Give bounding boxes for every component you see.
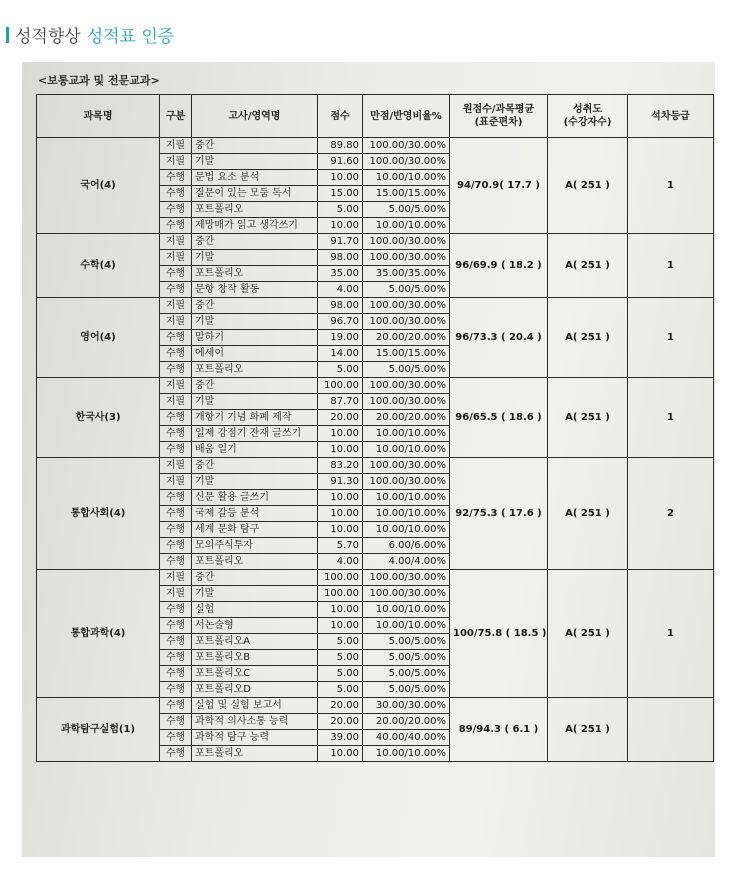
ratio-value: 100.00/30.00% <box>363 154 450 170</box>
score-value: 20.00 <box>318 410 363 426</box>
ratio-value: 10.00/10.00% <box>363 506 450 522</box>
ratio-value: 100.00/30.00% <box>363 298 450 314</box>
ratio-value: 5.00/5.00% <box>363 650 450 666</box>
assessment-area: 중간 <box>192 570 318 586</box>
assessment-area: 말하기 <box>192 330 318 346</box>
ratio-value: 15.00/15.00% <box>363 186 450 202</box>
assessment-area: 문법 요소 분석 <box>192 170 318 186</box>
ratio-value: 5.00/5.00% <box>363 202 450 218</box>
assessment-type: 수행 <box>160 186 192 202</box>
assessment-type: 수행 <box>160 730 192 746</box>
assessment-type: 수행 <box>160 538 192 554</box>
ratio-value: 10.00/10.00% <box>363 618 450 634</box>
rank-value: 2 <box>628 458 714 570</box>
assessment-area: 기말 <box>192 314 318 330</box>
report-card-photo <box>22 62 715 857</box>
col-average: 원점수/과목평균 (표준편차) <box>450 95 548 138</box>
assessment-type: 수행 <box>160 506 192 522</box>
score-value: 10.00 <box>318 602 363 618</box>
assessment-area: 중간 <box>192 234 318 250</box>
score-value: 5.00 <box>318 202 363 218</box>
assessment-area: 국제 갈등 분석 <box>192 506 318 522</box>
score-value: 5.00 <box>318 682 363 698</box>
assessment-area: 기말 <box>192 474 318 490</box>
ratio-value: 100.00/30.00% <box>363 250 450 266</box>
assessment-area: 문항 창작 활동 <box>192 282 318 298</box>
assessment-type: 수행 <box>160 714 192 730</box>
assessment-type: 수행 <box>160 698 192 714</box>
page-title <box>6 22 174 47</box>
table-row <box>37 458 714 474</box>
score-value: 20.00 <box>318 714 363 730</box>
subject-name: 수학(4) <box>37 234 160 298</box>
table-row <box>37 570 714 586</box>
score-value: 4.00 <box>318 554 363 570</box>
assessment-area: 포트폴리오 <box>192 746 318 762</box>
assessment-area: 개항기 기념 화폐 제작 <box>192 410 318 426</box>
ratio-value: 100.00/30.00% <box>363 394 450 410</box>
achievement-value: A( 251 ) <box>548 378 628 458</box>
ratio-value: 5.00/5.00% <box>363 634 450 650</box>
title-accent: 성적표 인증 <box>86 27 175 47</box>
score-value: 100.00 <box>318 586 363 602</box>
score-value: 14.00 <box>318 346 363 362</box>
assessment-type: 수행 <box>160 650 192 666</box>
achievement-value: A( 251 ) <box>548 698 628 762</box>
ratio-value: 100.00/30.00% <box>363 458 450 474</box>
assessment-area: 포트폴리오 <box>192 202 318 218</box>
assessment-type: 수행 <box>160 218 192 234</box>
subject-name: 국어(4) <box>37 138 160 234</box>
average-value: 89/94.3 ( 6.1 ) <box>450 698 548 762</box>
ratio-value: 10.00/10.00% <box>363 746 450 762</box>
average-value: 96/69.9 ( 18.2 ) <box>450 234 548 298</box>
score-value: 98.00 <box>318 250 363 266</box>
score-value: 89.80 <box>318 138 363 154</box>
assessment-area: 포트폴리오A <box>192 634 318 650</box>
ratio-value: 10.00/10.00% <box>363 442 450 458</box>
assessment-type: 수행 <box>160 554 192 570</box>
ratio-value: 10.00/10.00% <box>363 522 450 538</box>
ratio-value: 100.00/30.00% <box>363 234 450 250</box>
assessment-type: 수행 <box>160 362 192 378</box>
assessment-type: 수행 <box>160 682 192 698</box>
score-value: 10.00 <box>318 490 363 506</box>
achievement-value: A( 251 ) <box>548 458 628 570</box>
assessment-area: 과학적 의사소통 능력 <box>192 714 318 730</box>
assessment-type: 지필 <box>160 394 192 410</box>
score-value: 10.00 <box>318 426 363 442</box>
assessment-type: 수행 <box>160 410 192 426</box>
score-value: 10.00 <box>318 218 363 234</box>
score-value: 10.00 <box>318 522 363 538</box>
ratio-value: 5.00/5.00% <box>363 282 450 298</box>
assessment-area: 중간 <box>192 378 318 394</box>
achievement-value: A( 251 ) <box>548 298 628 378</box>
score-value: 19.00 <box>318 330 363 346</box>
table-row <box>37 234 714 250</box>
score-value: 5.00 <box>318 650 363 666</box>
achievement-value: A( 251 ) <box>548 138 628 234</box>
ratio-value: 40.00/40.00% <box>363 730 450 746</box>
col-ratio: 만점/반영비율% <box>363 95 450 138</box>
assessment-area: 포트폴리오 <box>192 266 318 282</box>
assessment-type: 수행 <box>160 202 192 218</box>
assessment-area: 모의주식투자 <box>192 538 318 554</box>
assessment-type: 수행 <box>160 330 192 346</box>
assessment-area: 포트폴리오 <box>192 362 318 378</box>
assessment-type: 지필 <box>160 586 192 602</box>
table-row <box>37 378 714 394</box>
col-score: 점수 <box>318 95 363 138</box>
score-value: 5.00 <box>318 666 363 682</box>
assessment-area: 기말 <box>192 586 318 602</box>
score-value: 5.00 <box>318 634 363 650</box>
assessment-type: 수행 <box>160 634 192 650</box>
assessment-type: 수행 <box>160 426 192 442</box>
assessment-area: 과학적 탐구 능력 <box>192 730 318 746</box>
assessment-type: 지필 <box>160 314 192 330</box>
assessment-area: 중간 <box>192 298 318 314</box>
ratio-value: 5.00/5.00% <box>363 682 450 698</box>
subject-name: 영어(4) <box>37 298 160 378</box>
assessment-type: 지필 <box>160 570 192 586</box>
rank-value: 1 <box>628 234 714 298</box>
assessment-area: 배움 일기 <box>192 442 318 458</box>
assessment-area: 포트폴리오C <box>192 666 318 682</box>
assessment-area: 신문 활용 글쓰기 <box>192 490 318 506</box>
assessment-type: 수행 <box>160 522 192 538</box>
table-row <box>37 298 714 314</box>
score-value: 100.00 <box>318 378 363 394</box>
ratio-value: 5.00/5.00% <box>363 666 450 682</box>
table-row <box>37 138 714 154</box>
score-value: 10.00 <box>318 746 363 762</box>
score-value: 39.00 <box>318 730 363 746</box>
subject-name: 과학탐구실험(1) <box>37 698 160 762</box>
average-value: 94/70.9( 17.7 ) <box>450 138 548 234</box>
subject-name: 한국사(3) <box>37 378 160 458</box>
assessment-type: 지필 <box>160 378 192 394</box>
score-value: 91.70 <box>318 234 363 250</box>
assessment-type: 지필 <box>160 234 192 250</box>
ratio-value: 100.00/30.00% <box>363 474 450 490</box>
ratio-value: 30.00/30.00% <box>363 698 450 714</box>
rank-value: 1 <box>628 298 714 378</box>
assessment-type: 수행 <box>160 442 192 458</box>
ratio-value: 20.00/20.00% <box>363 330 450 346</box>
assessment-type: 수행 <box>160 346 192 362</box>
score-value: 96.70 <box>318 314 363 330</box>
score-value: 5.00 <box>318 362 363 378</box>
average-value: 92/75.3 ( 17.6 ) <box>450 458 548 570</box>
assessment-type: 지필 <box>160 458 192 474</box>
col-achievement: 성취도 (수강자수) <box>548 95 628 138</box>
ratio-value: 5.00/5.00% <box>363 362 450 378</box>
score-value: 100.00 <box>318 570 363 586</box>
average-value: 96/73.3 ( 20.4 ) <box>450 298 548 378</box>
score-value: 87.70 <box>318 394 363 410</box>
ratio-value: 20.00/20.00% <box>363 714 450 730</box>
ratio-value: 15.00/15.00% <box>363 346 450 362</box>
table-header-row <box>37 95 714 138</box>
assessment-type: 수행 <box>160 618 192 634</box>
achievement-value: A( 251 ) <box>548 234 628 298</box>
ratio-value: 100.00/30.00% <box>363 138 450 154</box>
assessment-type: 지필 <box>160 250 192 266</box>
assessment-type: 지필 <box>160 138 192 154</box>
score-value: 10.00 <box>318 618 363 634</box>
ratio-value: 100.00/30.00% <box>363 378 450 394</box>
table-row <box>37 698 714 714</box>
assessment-type: 수행 <box>160 490 192 506</box>
assessment-type: 수행 <box>160 282 192 298</box>
title-prefix: 성적향상 <box>15 27 81 47</box>
assessment-area: 중간 <box>192 458 318 474</box>
assessment-area: 기말 <box>192 250 318 266</box>
assessment-type: 지필 <box>160 154 192 170</box>
assessment-area: 포트폴리오D <box>192 682 318 698</box>
ratio-value: 20.00/20.00% <box>363 410 450 426</box>
assessment-area: 기말 <box>192 394 318 410</box>
rank-value: 1 <box>628 378 714 458</box>
ratio-value: 10.00/10.00% <box>363 490 450 506</box>
ratio-value: 10.00/10.00% <box>363 426 450 442</box>
assessment-area: 기말 <box>192 154 318 170</box>
rank-value: 1 <box>628 570 714 698</box>
ratio-value: 10.00/10.00% <box>363 170 450 186</box>
section-label: <보통교과 및 전문교과> <box>38 74 160 87</box>
assessment-area: 포트폴리오 <box>192 554 318 570</box>
assessment-area: 중간 <box>192 138 318 154</box>
score-value: 91.60 <box>318 154 363 170</box>
assessment-type: 수행 <box>160 266 192 282</box>
ratio-value: 100.00/30.00% <box>363 314 450 330</box>
assessment-type: 수행 <box>160 746 192 762</box>
assessment-area: 실험 및 실험 보고서 <box>192 698 318 714</box>
assessment-area: 실험 <box>192 602 318 618</box>
average-value: 96/65.5 ( 18.6 ) <box>450 378 548 458</box>
col-type: 구분 <box>160 95 192 138</box>
assessment-area: 제망매가 읽고 생각쓰기 <box>192 218 318 234</box>
ratio-value: 10.00/10.00% <box>363 218 450 234</box>
score-value: 4.00 <box>318 282 363 298</box>
ratio-value: 100.00/30.00% <box>363 586 450 602</box>
assessment-area: 서논술형 <box>192 618 318 634</box>
assessment-type: 수행 <box>160 602 192 618</box>
assessment-area: 세계 문화 탐구 <box>192 522 318 538</box>
rank-value <box>628 698 714 762</box>
achievement-value: A( 251 ) <box>548 570 628 698</box>
subject-name: 통합과학(4) <box>37 570 160 698</box>
rank-value: 1 <box>628 138 714 234</box>
ratio-value: 6.00/6.00% <box>363 538 450 554</box>
score-value: 10.00 <box>318 442 363 458</box>
assessment-area: 질문이 있는 모둠 독서 <box>192 186 318 202</box>
assessment-area: 포트폴리오B <box>192 650 318 666</box>
assessment-type: 지필 <box>160 474 192 490</box>
score-value: 91.30 <box>318 474 363 490</box>
grades-table <box>36 94 714 762</box>
col-rank: 석차등급 <box>628 95 714 138</box>
subject-name: 통합사회(4) <box>37 458 160 570</box>
assessment-type: 수행 <box>160 170 192 186</box>
score-value: 10.00 <box>318 506 363 522</box>
score-value: 10.00 <box>318 170 363 186</box>
score-value: 15.00 <box>318 186 363 202</box>
assessment-area: 에세이 <box>192 346 318 362</box>
score-value: 98.00 <box>318 298 363 314</box>
score-value: 35.00 <box>318 266 363 282</box>
ratio-value: 4.00/4.00% <box>363 554 450 570</box>
assessment-area: 일제 강점기 잔재 글쓰기 <box>192 426 318 442</box>
score-value: 5.70 <box>318 538 363 554</box>
col-subject: 과목명 <box>37 95 160 138</box>
score-value: 83.20 <box>318 458 363 474</box>
score-value: 20.00 <box>318 698 363 714</box>
average-value: 100/75.8 ( 18.5 ) <box>450 570 548 698</box>
ratio-value: 10.00/10.00% <box>363 602 450 618</box>
assessment-type: 수행 <box>160 666 192 682</box>
ratio-value: 100.00/30.00% <box>363 570 450 586</box>
title-bar-icon <box>6 27 9 43</box>
assessment-type: 지필 <box>160 298 192 314</box>
col-area: 고사/영역명 <box>192 95 318 138</box>
ratio-value: 35.00/35.00% <box>363 266 450 282</box>
